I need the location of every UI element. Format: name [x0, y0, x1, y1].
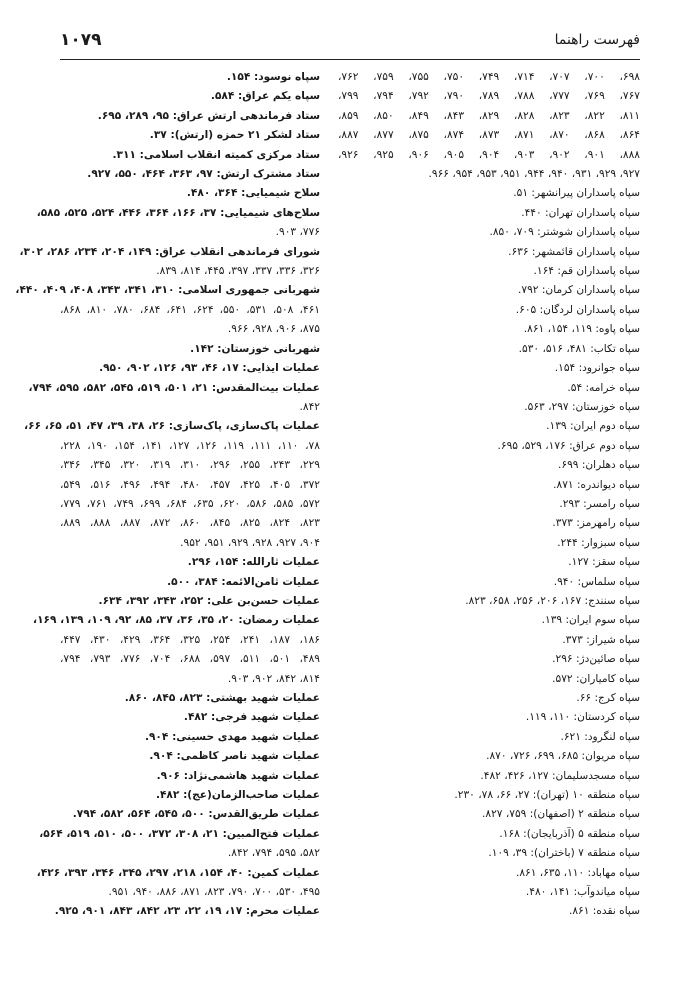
index-entry-line: سپاه صائین‌دژ: ۲۹۶.: [552, 653, 640, 666]
running-title: فهرست راهنما: [554, 32, 640, 48]
index-entry: عملیات شهید بهشتی: ۸۲۳، ۸۴۵، ۸۶۰.: [124, 692, 320, 704]
index-entry-line: سپاه کرج: ۶۶.: [576, 692, 640, 704]
index-entry-line: سپاه میاندوآب: ۱۴۱، ۴۸۰.: [525, 886, 640, 899]
index-entry-line: سپاه مهاباد: ۱۱۰، ۶۳۵، ۸۶۱.: [515, 866, 640, 879]
index-entry: سپاه نوسود: ۱۵۴.: [226, 71, 320, 83]
index-entry: ستاد فرماندهی ارتش عراق: ۹۵، ۲۸۹، ۶۹۵.: [97, 109, 320, 122]
index-entry: عملیات پاک‌سازی، پاک‌سازی: ۲۶، ۳۸، ۳۹، ۴۷، ۵۱، ۶۵، ۶۶،: [24, 420, 320, 433]
index-entry-line: ۹۲۷، ۹۲۹، ۹۳۱، ۹۴۰، ۹۴۴، ۹۵۱، ۹۵۳، ۹۵۴، ۹۶۶.: [428, 168, 640, 181]
index-entry: عملیات ایذایی: ۱۷، ۴۶، ۹۳، ۱۲۶، ۹۰۲، ۹۵۰.: [99, 362, 320, 375]
page-header: [60, 30, 640, 58]
index-entry-line: سپاه پاوه: ۱۱۹، ۱۵۴، ۸۶۱.: [523, 323, 640, 336]
index-entry-line: سپاه منطقه ۷ (باختران): ۳۹، ۱۰۹.: [488, 847, 640, 860]
index-entry-line: ۸۶۴، ۸۶۸، ۸۷۰، ۸۷۱، ۸۷۳، ۸۷۴، ۸۷۵، ۸۷۷، ۸۸۷،: [338, 129, 640, 142]
index-entry-line: ۷۷۶، ۹۰۳.: [275, 226, 320, 239]
index-entry-line: ۸۲۳، ۸۲۴، ۸۲۵، ۸۴۵، ۸۶۰، ۸۷۲، ۸۸۷، ۸۸۸، ۸۸۹،: [60, 517, 320, 530]
index-entry-line: ۷۶۷، ۷۶۹، ۷۷۷، ۷۸۸، ۷۸۹، ۷۹۰، ۷۹۲، ۷۹۴، ۷۹۹،: [338, 90, 640, 103]
index-entry: ستاد مرکزی کمیته انقلاب اسلامی: ۳۱۱.: [112, 148, 320, 161]
index-entry-line: سپاه سلماس: ۹۴۰.: [553, 575, 640, 588]
index-entry-line: ۵۷۲، ۵۸۵، ۵۸۶، ۶۲۰، ۶۳۵، ۶۸۴، ۶۹۹، ۷۴۹، ۷۶۱، ۷۷۹،: [60, 497, 320, 510]
index-entry: ستاد مشترک ارتش: ۹۷، ۳۶۳، ۴۶۴، ۵۵۰، ۹۲۷.: [87, 168, 320, 181]
header-rule: [60, 59, 640, 60]
index-entry-line: سپاه جوانرود: ۱۵۴.: [554, 362, 640, 375]
index-entry-line: ۴۸۹، ۵۰۱، ۵۱۱، ۵۹۷، ۶۸۸، ۷۰۴، ۷۷۶، ۷۹۳، ۷۹۴،: [60, 653, 320, 666]
index-entry: عملیات کمین: ۴۰، ۱۵۴، ۲۱۸، ۲۹۷، ۳۴۵، ۳۴۶، ۳۹۳، ۴۲۶،: [36, 866, 320, 879]
index-entry-line: ۸۱۱، ۸۲۲، ۸۲۳، ۸۲۸، ۸۲۹، ۸۴۳، ۸۴۹، ۸۵۰، ۸۵۹،: [338, 109, 640, 122]
index-entry-line: ۹۰۴، ۹۲۷، ۹۲۸، ۹۲۹، ۹۵۱، ۹۵۲.: [180, 536, 320, 549]
index-entry-line: سپاه خوزستان: ۲۹۷، ۵۶۳.: [524, 400, 640, 413]
index-entry: سلاح‌های شیمیایی: ۳۷، ۱۶۶، ۳۶۴، ۴۴۶، ۵۲۴، ۵۲۵، ۵۸۵،: [36, 206, 320, 219]
index-entry-line: سپاه مسجدسلیمان: ۱۲۷، ۴۲۶، ۴۸۲.: [480, 769, 640, 782]
index-entry: عملیات شهید هاشمی‌نژاد: ۹۰۶.: [156, 769, 320, 782]
index-entry: شهربانی خوزستان: ۱۴۲.: [190, 342, 320, 355]
index-entry: عملیات بیت‌المقدس: ۲۱، ۵۰۱، ۵۱۹، ۵۴۵، ۵۸۲، ۵۹۵، ۷۹۴،: [28, 381, 320, 394]
index-column-left: [15, 68, 320, 922]
index-entry-line: سپاه خرامه: ۵۴.: [567, 381, 640, 394]
index-entry-line: سپاه پاسداران قم: ۱۶۴.: [533, 265, 640, 278]
index-entry-line: ۸۷۵، ۹۰۶، ۹۲۸، ۹۶۶.: [227, 323, 320, 336]
index-entry-line: ۷۸، ۱۱۰، ۱۱۱، ۱۱۹، ۱۲۶، ۱۲۷، ۱۴۱، ۱۵۴، ۱۹۰، ۲۲۸،: [60, 439, 320, 452]
index-entry-line: سپاه پاسداران کرمان: ۷۹۲.: [518, 284, 640, 297]
index-entry-line: سپاه تکاب: ۴۸۱، ۵۱۶، ۵۳۰.: [518, 342, 640, 355]
index-entry: سپاه یکم عراق: ۵۸۴.: [210, 90, 320, 103]
index-entry-line: سپاه پاسداران قائمشهر: ۶۳۶.: [508, 245, 640, 258]
index-entry-line: سپاه کردستان: ۱۱۰، ۱۱۹.: [525, 711, 640, 724]
index-entry: سلاح شیمیایی: ۳۶۴، ۴۸۰.: [186, 187, 320, 200]
index-entry: عملیات شهید فرجی: ۴۸۲.: [183, 711, 320, 724]
index-entry-line: سپاه دوم ایران: ۱۳۹.: [546, 420, 640, 433]
index-entry-line: سپاه رامسر: ۲۹۳.: [559, 497, 640, 510]
index-entry-line: ۲۲۹، ۲۴۳، ۲۵۵، ۲۹۶، ۳۱۰، ۳۱۹، ۳۲۰، ۳۴۵، ۳۴۶،: [60, 459, 320, 472]
index-entry-line: سپاه سوم ایران: ۱۳۹.: [541, 614, 640, 627]
index-entry: شورای فرماندهی انقلاب عراق: ۱۴۹، ۲۰۴، ۲۳۴، ۲۸۶، ۳۰۲،: [19, 245, 320, 258]
index-entry-line: سپاه پاسداران پیرانشهر: ۵۱.: [513, 187, 640, 200]
index-entry-line: سپاه سبزوار: ۲۴۴.: [557, 536, 640, 549]
index-entry-line: سپاه دوم عراق: ۱۷۶، ۵۲۹، ۶۹۵.: [497, 439, 640, 452]
index-entry-line: ۱۸۶، ۱۸۷، ۲۴۱، ۲۵۴، ۳۲۵، ۳۶۴، ۴۲۹، ۴۳۰، ۴۴۷،: [60, 633, 320, 646]
index-entry: عملیات ثامن‌الائمه: ۳۸۴، ۵۰۰.: [167, 575, 320, 588]
index-entry-line: سپاه رامهرمز: ۳۷۳.: [552, 517, 640, 530]
index-entry-line: سپاه لنگرود: ۶۲۱.: [560, 730, 640, 743]
index-entry: ستاد لشکر ۲۱ حمزه (ارتش): ۳۷.: [149, 129, 320, 142]
index-entry-line: سپاه دیواندره: ۸۷۱.: [553, 478, 640, 491]
index-entry-line: سپاه مریوان: ۶۸۵، ۶۹۹، ۷۲۶، ۸۷۰.: [486, 750, 640, 763]
index-entry-line: ۸۸۸، ۹۰۱، ۹۰۲، ۹۰۳، ۹۰۴، ۹۰۵، ۹۰۶، ۹۲۵، ۹۲۶،: [338, 148, 640, 161]
index-entry-line: سپاه پاسداران تهران: ۴۴۰.: [521, 206, 640, 219]
index-entry: عملیات شهید مهدی حسینی: ۹۰۴.: [144, 730, 320, 743]
index-entry-line: سپاه نقده: ۸۶۱.: [568, 905, 640, 918]
index-entry: عملیات شهید ناصر کاظمی: ۹۰۴.: [149, 750, 320, 763]
index-entry-line: سپاه سنندج: ۱۶۷، ۲۰۶، ۲۵۶، ۶۵۸، ۸۲۳.: [465, 594, 640, 607]
index-entry-line: ۳۷۲، ۴۰۵، ۴۲۵، ۴۵۷، ۴۸۰، ۴۹۴، ۴۹۶، ۵۱۶، ۵۴۹،: [60, 478, 320, 491]
index-entry-line: سپاه منطقه ۵ (آذربایجان): ۱۶۸.: [499, 827, 640, 840]
page-number: ۱۰۷۹: [60, 30, 102, 50]
index-entry-line: سپاه سقز: ۱۲۷.: [568, 556, 640, 569]
index-entry-line: ۸۱۴، ۸۴۲، ۹۰۲، ۹۰۳.: [227, 672, 320, 685]
index-entry-line: سپاه منطقه ۱۰ (تهران): ۲۷، ۶۶، ۷۸، ۲۳۰.: [454, 789, 640, 802]
index-entry: شهربانی جمهوری اسلامی: ۳۱۰، ۳۴۱، ۳۴۳، ۴۰۸، ۴۰۹، ۴۴۰،: [15, 284, 320, 297]
index-entry-line: ۴۹۵، ۵۳۰، ۷۰۰، ۷۹۰، ۸۲۳، ۸۷۱، ۸۸۶، ۹۴۰، ۹۵۱.: [108, 886, 320, 899]
index-entry-line: سپاه کامیاران: ۵۷۲.: [552, 672, 640, 685]
index-column-right: [338, 68, 640, 922]
index-entry: عملیات طریق‌القدس: ۵۰۰، ۵۴۵، ۵۶۴، ۵۸۲، ۷۹۴.: [72, 808, 320, 821]
index-entry: عملیات ثارالله: ۱۵۴، ۲۹۶.: [187, 556, 320, 569]
index-entry-line: ۸۴۲.: [299, 400, 320, 413]
index-entry-line: ۳۲۶، ۳۳۶، ۳۳۷، ۳۹۷، ۴۴۵، ۸۱۴، ۸۳۹.: [156, 265, 320, 278]
index-entry: عملیات صاحب‌الزمان(عج): ۴۸۲.: [155, 789, 320, 802]
index-entry: عملیات محرم: ۱۷، ۱۹، ۲۲، ۲۳، ۸۴۲، ۸۴۳، ۹۰۱، ۹۲۵.: [54, 905, 320, 918]
index-entry: عملیات حسن‌بن علی: ۲۵۲، ۳۴۳، ۳۹۲، ۶۳۴.: [98, 594, 320, 607]
index-entry-line: ۶۹۸، ۷۰۰، ۷۰۷، ۷۱۴، ۷۴۹، ۷۵۰، ۷۵۵، ۷۵۹، ۷۶۲،: [338, 71, 640, 83]
index-entry-line: سپاه پاسداران شوشتر: ۷۰۹، ۸۵۰.: [489, 226, 640, 239]
index-entry: عملیات رمضان: ۲۰، ۳۵، ۳۶، ۳۷، ۸۵، ۹۲، ۱۰۹، ۱۳۹، ۱۶۹،: [33, 614, 320, 627]
index-entry-line: سپاه شیراز: ۳۷۳.: [562, 633, 640, 646]
index-entry-line: سپاه منطقه ۲ (اصفهان): ۷۵۹، ۸۲۷.: [482, 808, 640, 821]
index-entry-line: سپاه دهلران: ۶۹۹.: [558, 459, 640, 472]
index-entry: عملیات فتح‌المبین: ۲۱، ۳۰۸، ۳۷۲، ۵۰۰، ۵۱۰، ۵۱۹، ۵۶۴،: [39, 827, 320, 840]
index-entry-line: سپاه پاسداران لردگان: ۶۰۵.: [515, 303, 640, 316]
index-entry-line: ۴۶۱، ۵۰۸، ۵۳۱، ۵۵۰، ۶۲۴، ۶۴۱، ۶۸۴، ۷۸۰، ۸۱۰، ۸۶۸،: [60, 303, 320, 316]
index-entry-line: ۵۸۲، ۵۹۵، ۷۹۴، ۸۴۲.: [227, 847, 320, 860]
